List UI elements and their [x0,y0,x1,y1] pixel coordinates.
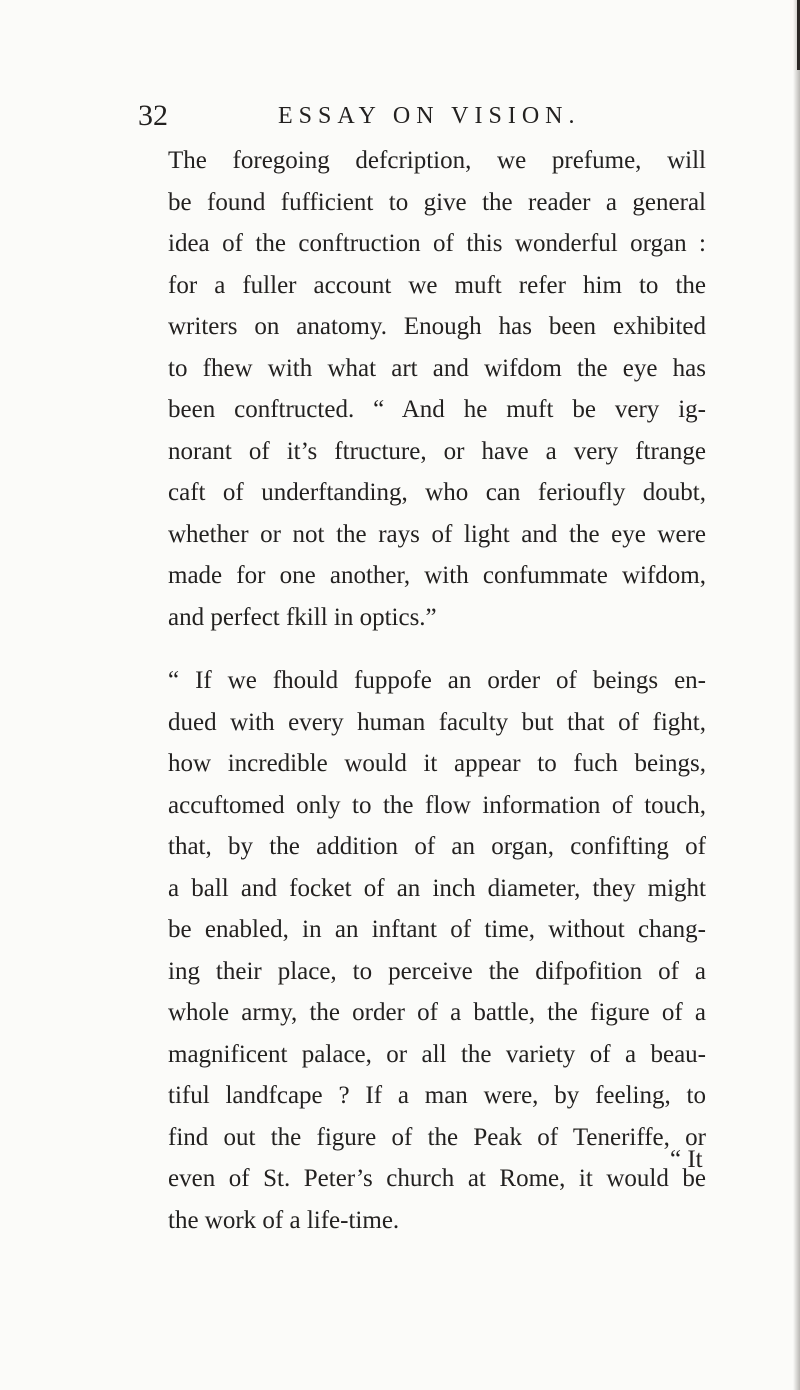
running-head: ESSAY ON VISION. [278,103,581,129]
text-line: that, by the addition of an organ, confifting of [168,833,706,860]
text-line: whole army, the order of a battle, the figure of a [168,999,706,1026]
text-line: tiful landfcape ? If a man were, by feeling, to [168,1082,706,1109]
catchword: “ It [670,1146,703,1173]
text-line: find out the figure of the Peak of Teneriffe, or [168,1123,706,1151]
text-line: “ If we fhould fuppofe an order of beings en- [168,667,706,694]
paragraph [168,140,706,638]
body-text [168,140,706,1241]
text-line: even of St. Peter’s church at Rome, it would be [168,1165,706,1192]
text-line: how incredible would it appear to fuch beings, [168,750,706,777]
text-line: The foregoing defcription, we prefume, will [168,147,706,174]
text-line: caft of underftanding, who can ferioufly doubt, [168,479,706,506]
text-line: to fhew with what art and wifdom the eye has [168,354,706,382]
text-line: dued with every human faculty but that of fight, [168,708,706,736]
text-line: be found fufficient to give the reader a general [168,188,706,216]
page-number: 32 [138,99,168,132]
text-line: writers on anatomy. Enough has been exhibited [168,313,706,340]
page-header [138,96,658,136]
text-line: ing their place, to perceive the difpofition of a [168,957,706,985]
text-line: been conftructed. “ And he muft be very ig- [168,396,706,423]
text-line: for a fuller account we muft refer him to the [168,271,706,299]
text-line: norant of it’s ftructure, or have a very ftrange [168,437,706,465]
text-line: the work of a life-time. [168,1206,400,1234]
paragraph-gap [168,638,706,660]
text-line: whether or not the rays of light and the eye were [168,520,706,548]
text-line: idea of the conftruction of this wonderful organ : [168,230,706,257]
text-line: accuftomed only to the flow information of touch, [168,791,706,819]
paragraph [168,660,706,1241]
text-line: a ball and focket of an inch diameter, they might [168,874,706,902]
text-line: be enabled, in an inftant of time, without chang- [168,916,706,943]
text-line: and perfect fkill in optics.” [168,603,437,631]
page-spine-shadow [793,0,800,1390]
text-line: made for one another, with confummate wifdom, [168,562,706,589]
text-line: magnificent palace, or all the variety of a beau- [168,1040,706,1068]
